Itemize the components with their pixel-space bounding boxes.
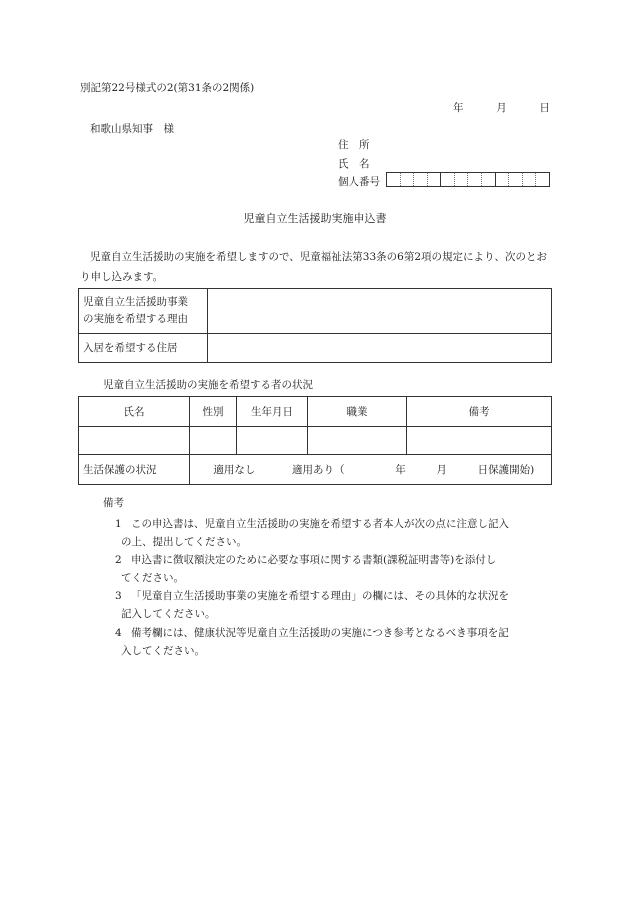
my-number-field[interactable] bbox=[386, 172, 550, 187]
header-remarks: 備考 bbox=[407, 397, 552, 427]
notes-title: 備考 bbox=[103, 497, 124, 509]
header-name: 氏名 bbox=[79, 397, 190, 427]
digit-box[interactable] bbox=[482, 173, 495, 186]
welfare-start-label: 日保護開始) bbox=[477, 464, 535, 476]
welfare-month-label: 月 bbox=[436, 464, 447, 476]
header-birthdate: 生年月日 bbox=[237, 397, 308, 427]
applicant-status-table bbox=[78, 396, 552, 485]
note-item bbox=[115, 551, 560, 587]
application-reason-table bbox=[78, 288, 552, 363]
note-text-continued: てください。 bbox=[121, 572, 184, 584]
form-number: 別記第22号様式の2(第31条の2関係) bbox=[80, 82, 255, 94]
digit-box[interactable] bbox=[387, 173, 401, 186]
digit-box[interactable] bbox=[428, 173, 441, 186]
note-text: 備考欄には、健康状況等児童自立生活援助の実施につき参考となるべき事項を記 bbox=[131, 627, 509, 639]
remarks-cell[interactable] bbox=[407, 427, 552, 455]
addressee: 和歌山県知事 様 bbox=[90, 123, 174, 135]
intro-paragraph: 児童自立生活援助の実施を希望しますので、児童福祉法第33条の6第2項の規定により、次のとおり申し込みます。 bbox=[80, 251, 548, 283]
note-text-continued: 記入してください。 bbox=[121, 608, 216, 620]
reason-input[interactable] bbox=[208, 289, 552, 334]
section-heading: 児童自立生活援助の実施を希望する者の状況 bbox=[103, 379, 313, 391]
residence-input[interactable] bbox=[208, 334, 552, 363]
my-number-label: 個人番号 bbox=[338, 176, 380, 188]
note-text-continued: の上、提出してください。 bbox=[121, 536, 247, 548]
note-item bbox=[115, 587, 560, 623]
reason-label-line1: 児童自立生活援助事業 bbox=[83, 296, 188, 308]
digit-box[interactable] bbox=[455, 173, 469, 186]
note-text: この申込書は、児童自立生活援助の実施を希望する者本人が次の点に注意し記入 bbox=[131, 518, 509, 530]
date-day-label: 日 bbox=[539, 102, 550, 114]
address-label: 住 所 bbox=[338, 139, 370, 151]
occupation-cell[interactable] bbox=[308, 427, 407, 455]
note-number: 1 bbox=[115, 518, 122, 530]
header-occupation: 職業 bbox=[308, 397, 407, 427]
note-text: 「児童自立生活援助事業の実施を希望する理由」の欄には、その具体的な状況を bbox=[131, 590, 509, 602]
note-text: 申込書に徴収額決定のために必要な事項に関する書類(課税証明書等)を添付し bbox=[131, 554, 497, 566]
note-number: 2 bbox=[115, 554, 122, 566]
note-item bbox=[115, 624, 560, 660]
date-line bbox=[453, 100, 550, 115]
document-title: 児童自立生活援助実施申込書 bbox=[243, 212, 387, 225]
digit-box[interactable] bbox=[441, 173, 455, 186]
digit-box[interactable] bbox=[468, 173, 482, 186]
welfare-status-cell[interactable] bbox=[190, 455, 552, 485]
reason-label bbox=[79, 289, 208, 334]
residence-label: 入居を希望する住居 bbox=[79, 334, 208, 363]
note-number: 4 bbox=[115, 627, 122, 639]
welfare-year-label: 年 bbox=[395, 464, 406, 476]
welfare-applied-option[interactable]: 適用あり（ bbox=[292, 464, 345, 476]
digit-box[interactable] bbox=[414, 173, 428, 186]
date-year-label: 年 bbox=[453, 102, 464, 114]
digit-box[interactable] bbox=[401, 173, 415, 186]
birthdate-cell[interactable] bbox=[237, 427, 308, 455]
header-sex: 性別 bbox=[190, 397, 237, 427]
reason-label-line2: の実施を希望する理由 bbox=[83, 313, 188, 325]
note-item bbox=[115, 515, 560, 551]
note-number: 3 bbox=[115, 590, 122, 602]
name-label: 氏 名 bbox=[338, 158, 370, 170]
digit-box[interactable] bbox=[536, 173, 549, 186]
date-month-label: 月 bbox=[496, 102, 507, 114]
note-text-continued: 入してください。 bbox=[121, 645, 205, 657]
digit-box[interactable] bbox=[509, 173, 523, 186]
digit-box[interactable] bbox=[523, 173, 537, 186]
my-number-group bbox=[387, 173, 441, 186]
name-cell[interactable] bbox=[79, 427, 190, 455]
my-number-group bbox=[496, 173, 549, 186]
digit-box[interactable] bbox=[496, 173, 510, 186]
welfare-none-option[interactable]: 適用なし bbox=[213, 464, 256, 476]
welfare-label: 生活保護の状況 bbox=[79, 455, 190, 485]
sex-cell[interactable] bbox=[190, 427, 237, 455]
my-number-group bbox=[441, 173, 495, 186]
